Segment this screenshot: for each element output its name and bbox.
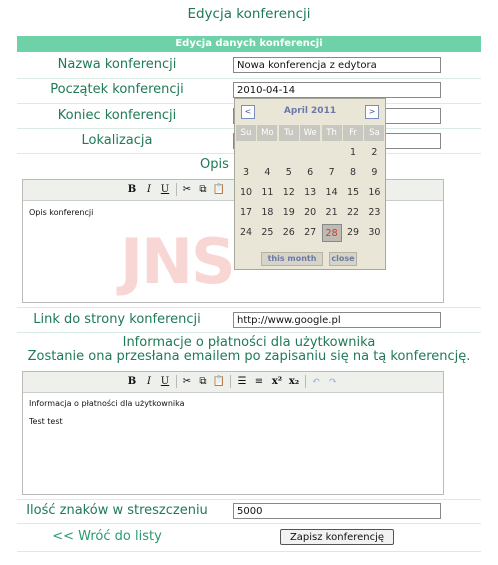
calendar-day[interactable]: 4 bbox=[264, 167, 271, 178]
next-month-button[interactable]: > bbox=[365, 105, 379, 119]
cut-icon[interactable]: ✂ bbox=[182, 376, 192, 387]
payment-label: Informacje o płatności dla użytkownika bbox=[122, 335, 376, 350]
calendar-day[interactable]: 3 bbox=[242, 167, 250, 178]
numbered-list-icon[interactable]: ≡ bbox=[254, 376, 264, 387]
row-divider bbox=[17, 307, 481, 308]
calendar-day[interactable]: 22 bbox=[346, 207, 360, 218]
row-divider bbox=[17, 78, 481, 79]
calendar-day[interactable]: 17 bbox=[239, 207, 253, 218]
calendar-day[interactable]: 8 bbox=[349, 167, 357, 178]
back-to-list-link[interactable]: << Wróć do listy bbox=[52, 529, 162, 544]
calendar-day[interactable]: 1 bbox=[349, 147, 357, 158]
italic-button[interactable]: I bbox=[147, 376, 151, 387]
payment-hint: Zostanie ona przesłana emailem po zapisaniu się na tą konferencję. bbox=[27, 349, 471, 364]
calendar-day[interactable]: 23 bbox=[368, 207, 381, 218]
calendar-day[interactable]: 5 bbox=[285, 167, 292, 178]
bullet-list-icon[interactable]: ☰ bbox=[237, 376, 247, 387]
calendar-day[interactable]: 12 bbox=[282, 187, 295, 198]
toolbar-separator bbox=[176, 183, 177, 196]
row-divider bbox=[17, 332, 481, 333]
weekday-header: Mo bbox=[257, 125, 277, 141]
calendar-day[interactable]: 20 bbox=[304, 207, 317, 218]
redo-icon[interactable]: ↷ bbox=[328, 376, 338, 387]
paste-icon[interactable]: 📋 bbox=[212, 376, 226, 387]
link-input[interactable]: http://www.google.pl bbox=[233, 312, 441, 328]
row-divider bbox=[17, 523, 481, 524]
calendar-day[interactable]: 14 bbox=[325, 187, 338, 198]
calendar-day[interactable]: 13 bbox=[304, 187, 317, 198]
this-month-button[interactable]: this month bbox=[261, 252, 323, 266]
calendar-day[interactable]: 16 bbox=[368, 187, 381, 198]
weekday-header: We bbox=[300, 125, 320, 141]
subscript-button[interactable]: x₂ bbox=[288, 376, 300, 387]
jns-watermark-logo: JNS bbox=[120, 225, 234, 298]
prev-month-button[interactable]: < bbox=[241, 105, 255, 119]
start-date-input[interactable]: 2010-04-14 bbox=[233, 82, 441, 98]
location-label: Lokalizacja bbox=[81, 133, 153, 148]
calendar-day[interactable]: 15 bbox=[346, 187, 360, 198]
calendar-day[interactable]: 27 bbox=[304, 227, 317, 238]
toolbar-separator bbox=[176, 375, 177, 388]
calendar-day[interactable]: 18 bbox=[261, 207, 274, 218]
italic-button[interactable]: I bbox=[147, 184, 151, 195]
calendar-day[interactable]: 10 bbox=[239, 187, 253, 198]
undo-icon[interactable]: ↶ bbox=[311, 376, 321, 387]
payment-editor[interactable] bbox=[22, 371, 444, 495]
calendar-day[interactable]: 29 bbox=[346, 227, 360, 238]
weekday-header: Sa bbox=[364, 125, 384, 141]
underline-button[interactable]: U bbox=[160, 184, 170, 195]
description-text: Opis konferencji bbox=[29, 208, 94, 217]
underline-button[interactable]: U bbox=[160, 376, 170, 387]
page-title: Edycja konferencji bbox=[187, 6, 311, 22]
calendar-day[interactable]: 25 bbox=[261, 227, 274, 238]
bold-button[interactable]: B bbox=[127, 376, 137, 387]
description-label: Opis bbox=[200, 157, 229, 172]
paste-icon[interactable]: 📋 bbox=[212, 184, 226, 195]
abstract-length-label: Ilość znaków w streszczeniu bbox=[26, 503, 208, 518]
name-input[interactable]: Nowa konferencja z edytora bbox=[233, 57, 441, 73]
abstract-length-input[interactable]: 5000 bbox=[233, 503, 441, 519]
copy-icon[interactable]: ⧉ bbox=[199, 376, 207, 387]
section-header: Edycja danych konferencji bbox=[17, 36, 481, 52]
weekday-header: Fr bbox=[343, 125, 363, 141]
calendar-day[interactable]: 2 bbox=[371, 147, 378, 158]
calendar-day[interactable]: 6 bbox=[307, 167, 314, 178]
calendar-day[interactable]: 9 bbox=[371, 167, 378, 178]
start-date-label: Początek konferencji bbox=[50, 82, 184, 97]
superscript-button[interactable]: x² bbox=[271, 376, 283, 387]
calendar-day[interactable]: 30 bbox=[368, 227, 381, 238]
calendar-day-selected[interactable]: 28 bbox=[322, 224, 342, 242]
name-label: Nazwa konferencji bbox=[57, 57, 177, 72]
calendar-day[interactable]: 21 bbox=[325, 207, 338, 218]
toolbar-separator bbox=[230, 375, 231, 388]
calendar-month-label: April 2011 bbox=[283, 106, 337, 116]
copy-icon[interactable]: ⧉ bbox=[199, 184, 207, 195]
row-divider bbox=[17, 499, 481, 500]
weekday-header: Th bbox=[322, 125, 342, 141]
toolbar-separator bbox=[305, 375, 306, 388]
calendar-day[interactable]: 19 bbox=[282, 207, 295, 218]
calendar-day[interactable]: 26 bbox=[282, 227, 295, 238]
calendar-day[interactable]: 24 bbox=[239, 227, 253, 238]
weekday-header: Tu bbox=[279, 125, 299, 141]
payment-toolbar bbox=[23, 372, 443, 393]
date-picker-popup bbox=[234, 98, 386, 270]
save-conference-button[interactable]: Zapisz konferencję bbox=[280, 529, 394, 545]
calendar-day[interactable]: 11 bbox=[261, 187, 274, 198]
row-divider bbox=[17, 551, 481, 552]
close-calendar-button[interactable]: close bbox=[329, 252, 357, 266]
payment-text: Informacja o płatności dla użytkownika Test test bbox=[29, 399, 185, 426]
calendar-day[interactable]: 7 bbox=[328, 167, 335, 178]
weekday-header: Su bbox=[236, 125, 256, 141]
end-date-label: Koniec konferencji bbox=[57, 108, 177, 123]
link-label: Link do strony konferencji bbox=[33, 312, 201, 327]
bold-button[interactable]: B bbox=[127, 184, 137, 195]
cut-icon[interactable]: ✂ bbox=[182, 184, 192, 195]
